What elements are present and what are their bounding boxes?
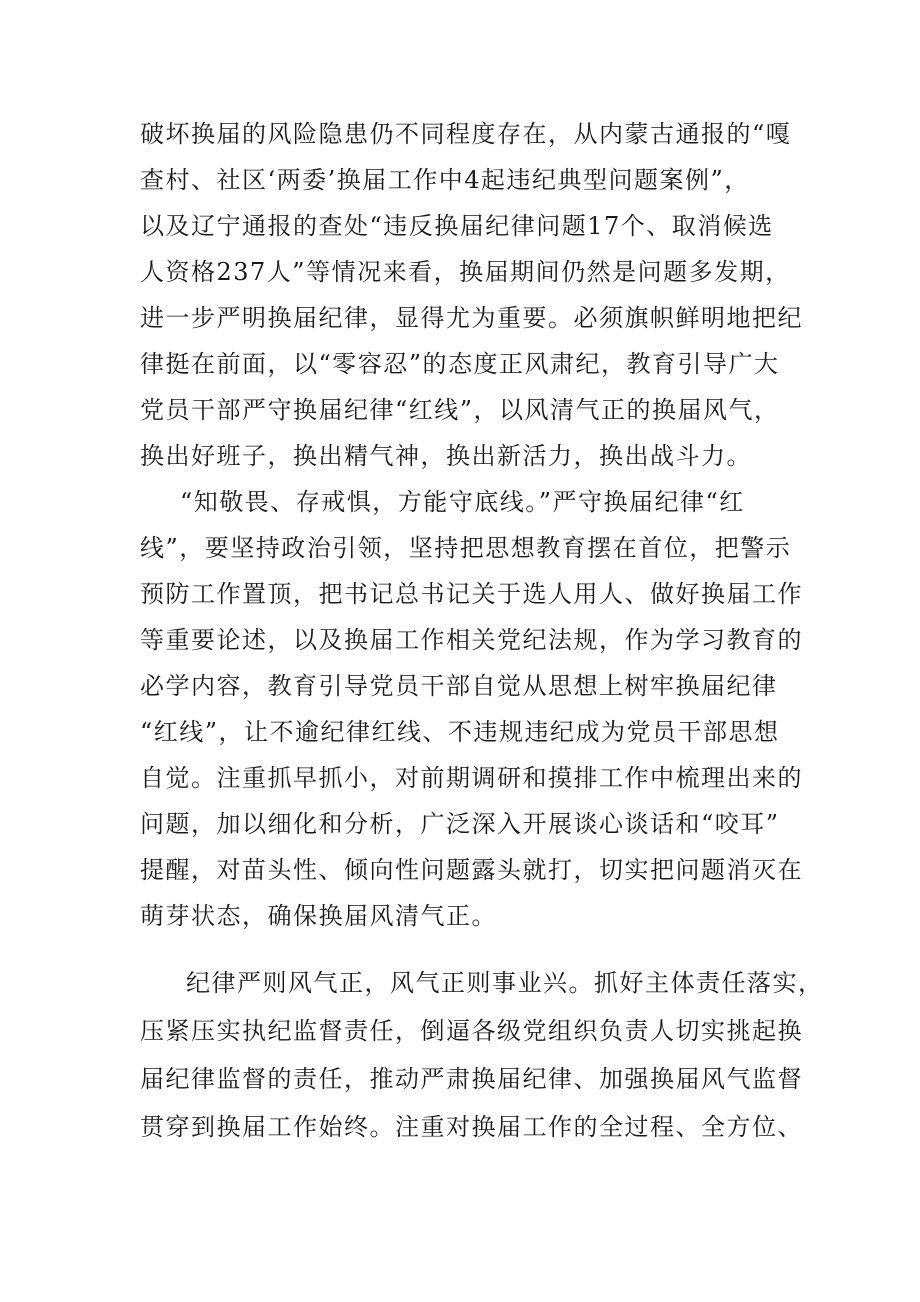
text-line: 届纪律监督的责任，推动严肃换届纪律、加强换届风气监督 [140,1065,803,1093]
text-line: “红线”，让不逾纪律红线、不违规违纪成为党员干部思想 [140,718,780,746]
text-line: “知敬畏、存戒惧，方能守底线。”严守换届纪律“红 [180,488,745,516]
text-line: 线”，要坚持政治引领，坚持把思想教育摆在首位，把警示 [140,534,792,562]
text-line: 纪律严则风气正，风气正则事业兴。抓好主体责任落实， [186,969,824,997]
text-line: 萌芽状态，确保换届风清气正。 [140,902,497,930]
text-line: 律挺在前面，以“零容忍”的态度正风肃纪，教育引导广大 [140,350,780,378]
text-line: 以及辽宁通报的查处“违反换届纪律问题17个、取消候选 [140,212,774,240]
text-line: 问题，加以细化和分析，广泛深入开展谈心谈话和“咬耳” [140,810,780,838]
text-line: 等重要论述，以及换届工作相关党纪法规，作为学习教育的 [140,626,803,654]
text-line: 提醒，对苗头性、倾向性问题露头就打，切实把问题消灭在 [140,856,803,884]
text-line: 党员干部严守换届纪律“红线”，以风清气正的换届风气， [140,396,780,424]
text-line: 换出好班子，换出精气神，换出新活力，换出战斗力。 [140,442,752,470]
text-line: 人资格237人”等情况来看，换届期间仍然是问题多发期， [140,258,791,286]
text-line: 预防工作置顶，把书记总书记关于选人用人、做好换届工作 [140,580,803,608]
text-line: 自觉。注重抓早抓小，对前期调研和摸排工作中梳理出来的 [140,764,803,792]
text-line: 进一步严明换届纪律，显得尤为重要。必须旗帜鲜明地把纪 [140,304,803,332]
text-line: 贯穿到换届工作始终。注重对换届工作的全过程、全方位、 [140,1113,803,1141]
text-line: 必学内容，教育引导党员干部自觉从思想上树牢换届纪律 [140,672,778,700]
text-line: 查村、社区‘两委’换届工作中4起违纪典型问题案例”， [140,166,750,194]
text-line: 破坏换届的风险隐患仍不同程度存在，从内蒙古通报的“嘎 [140,120,792,148]
text-line: 压紧压实执纪监督责任，倒逼各级党组织负责人切实挑起换 [140,1017,803,1045]
